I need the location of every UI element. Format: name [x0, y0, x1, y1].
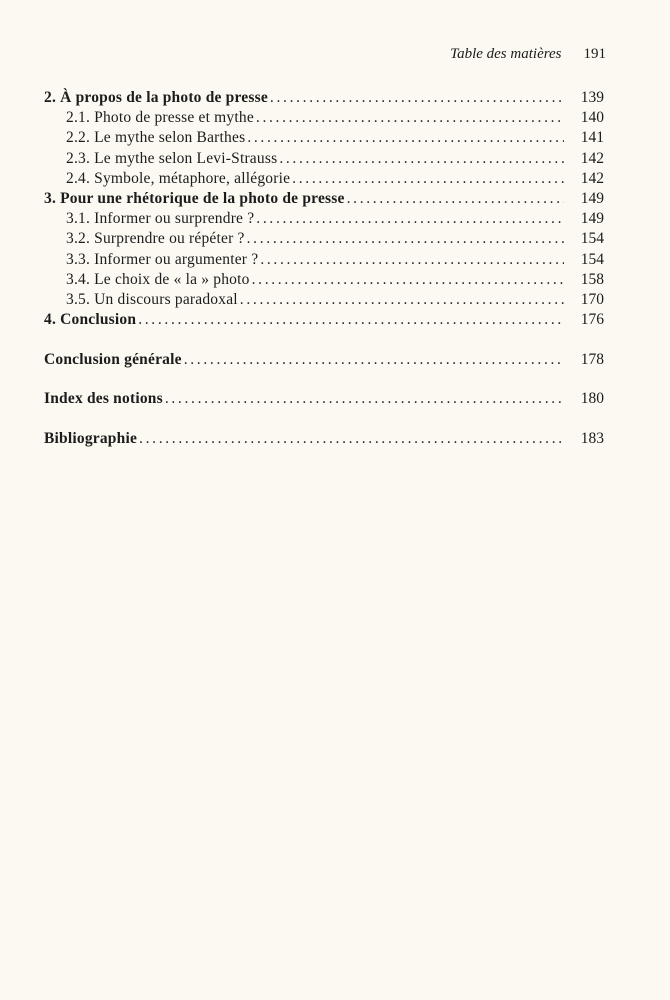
dot-leader — [270, 88, 564, 108]
table-of-contents — [44, 88, 604, 449]
toc-entry-label: 3.2. Surprendre ou répéter ? — [66, 230, 245, 248]
toc-entry-page: 149 — [580, 189, 604, 207]
toc-entry-2-3[interactable] — [44, 149, 604, 169]
spacer — [44, 370, 604, 390]
toc-entry-page: 142 — [580, 149, 604, 167]
toc-entry-label: 3.1. Informer ou surprendre ? — [66, 210, 255, 228]
toc-entry-2-4[interactable] — [44, 169, 604, 189]
dot-leader — [256, 209, 564, 229]
toc-entry-label: 3.5. Un discours paradoxal — [66, 290, 238, 308]
toc-entry-page: 158 — [580, 270, 604, 288]
dot-leader — [279, 149, 564, 169]
dot-leader — [292, 169, 564, 189]
toc-entry-label: 3.3. Informer ou argumenter ? — [66, 250, 259, 268]
dot-leader — [260, 250, 564, 270]
dot-leader — [165, 389, 564, 409]
toc-entry-page: 183 — [580, 430, 604, 448]
toc-entry-label: 2.3. Le mythe selon Levi-Strauss — [66, 149, 278, 167]
toc-entry-label: Index des notions — [44, 390, 163, 408]
toc-entry-bibliographie[interactable] — [44, 429, 604, 449]
toc-entry-index[interactable] — [44, 389, 604, 409]
toc-entry-2-1[interactable] — [44, 108, 604, 128]
toc-entry-3-4[interactable] — [44, 270, 604, 290]
dot-leader — [240, 290, 564, 310]
toc-entry-page: 170 — [580, 290, 604, 308]
toc-entry-label: 2. À propos de la photo de presse — [44, 89, 268, 106]
toc-entry-page: 154 — [580, 230, 604, 248]
dot-leader — [184, 350, 564, 370]
toc-entry-label: 2.4. Symbole, métaphore, allégorie — [66, 169, 291, 187]
toc-entry-page: 141 — [580, 129, 604, 147]
dot-leader — [252, 270, 564, 290]
dot-leader — [139, 429, 564, 449]
toc-entry-3-3[interactable] — [44, 250, 604, 270]
toc-entry-3-1[interactable] — [44, 209, 604, 229]
toc-entry-page: 149 — [580, 210, 604, 228]
toc-entry-3-5[interactable] — [44, 290, 604, 310]
toc-entry-label: 3. Pour une rhétorique de la photo de presse — [44, 189, 345, 207]
toc-entry-section-4[interactable] — [44, 310, 604, 330]
toc-entry-page: 154 — [580, 250, 604, 268]
toc-entry-label: 2.1. Photo de presse et mythe — [66, 109, 254, 127]
dot-leader — [347, 189, 564, 209]
toc-entry-label: 3.4. Le choix de « la » photo — [66, 270, 250, 288]
dot-leader — [256, 108, 564, 128]
spacer — [44, 410, 604, 430]
toc-entry-page: 140 — [580, 109, 604, 127]
running-header-title: Table des matières — [450, 46, 562, 62]
toc-entry-label: 2.2. Le mythe selon Barthes — [66, 129, 246, 147]
toc-entry-label: Conclusion générale — [44, 350, 182, 368]
toc-entry-conclusion-generale[interactable] — [44, 350, 604, 370]
spacer — [44, 330, 604, 350]
toc-entry-section-3[interactable] — [44, 189, 604, 209]
toc-entry-3-2[interactable] — [44, 229, 604, 249]
toc-entry-page: 139 — [580, 89, 604, 106]
page-number: 191 — [583, 46, 606, 62]
toc-entry-page: 176 — [580, 311, 604, 329]
toc-entry-page: 180 — [580, 390, 604, 408]
toc-entry-section-2[interactable] — [44, 88, 604, 108]
toc-entry-2-2[interactable] — [44, 128, 604, 148]
dot-leader — [138, 310, 564, 330]
running-header — [450, 46, 606, 63]
toc-entry-page: 178 — [580, 350, 604, 368]
toc-entry-label: Bibliographie — [44, 430, 138, 448]
toc-entry-label: 4. Conclusion — [44, 311, 137, 329]
dot-leader — [247, 128, 564, 148]
dot-leader — [247, 229, 564, 249]
toc-entry-page: 142 — [580, 169, 604, 187]
